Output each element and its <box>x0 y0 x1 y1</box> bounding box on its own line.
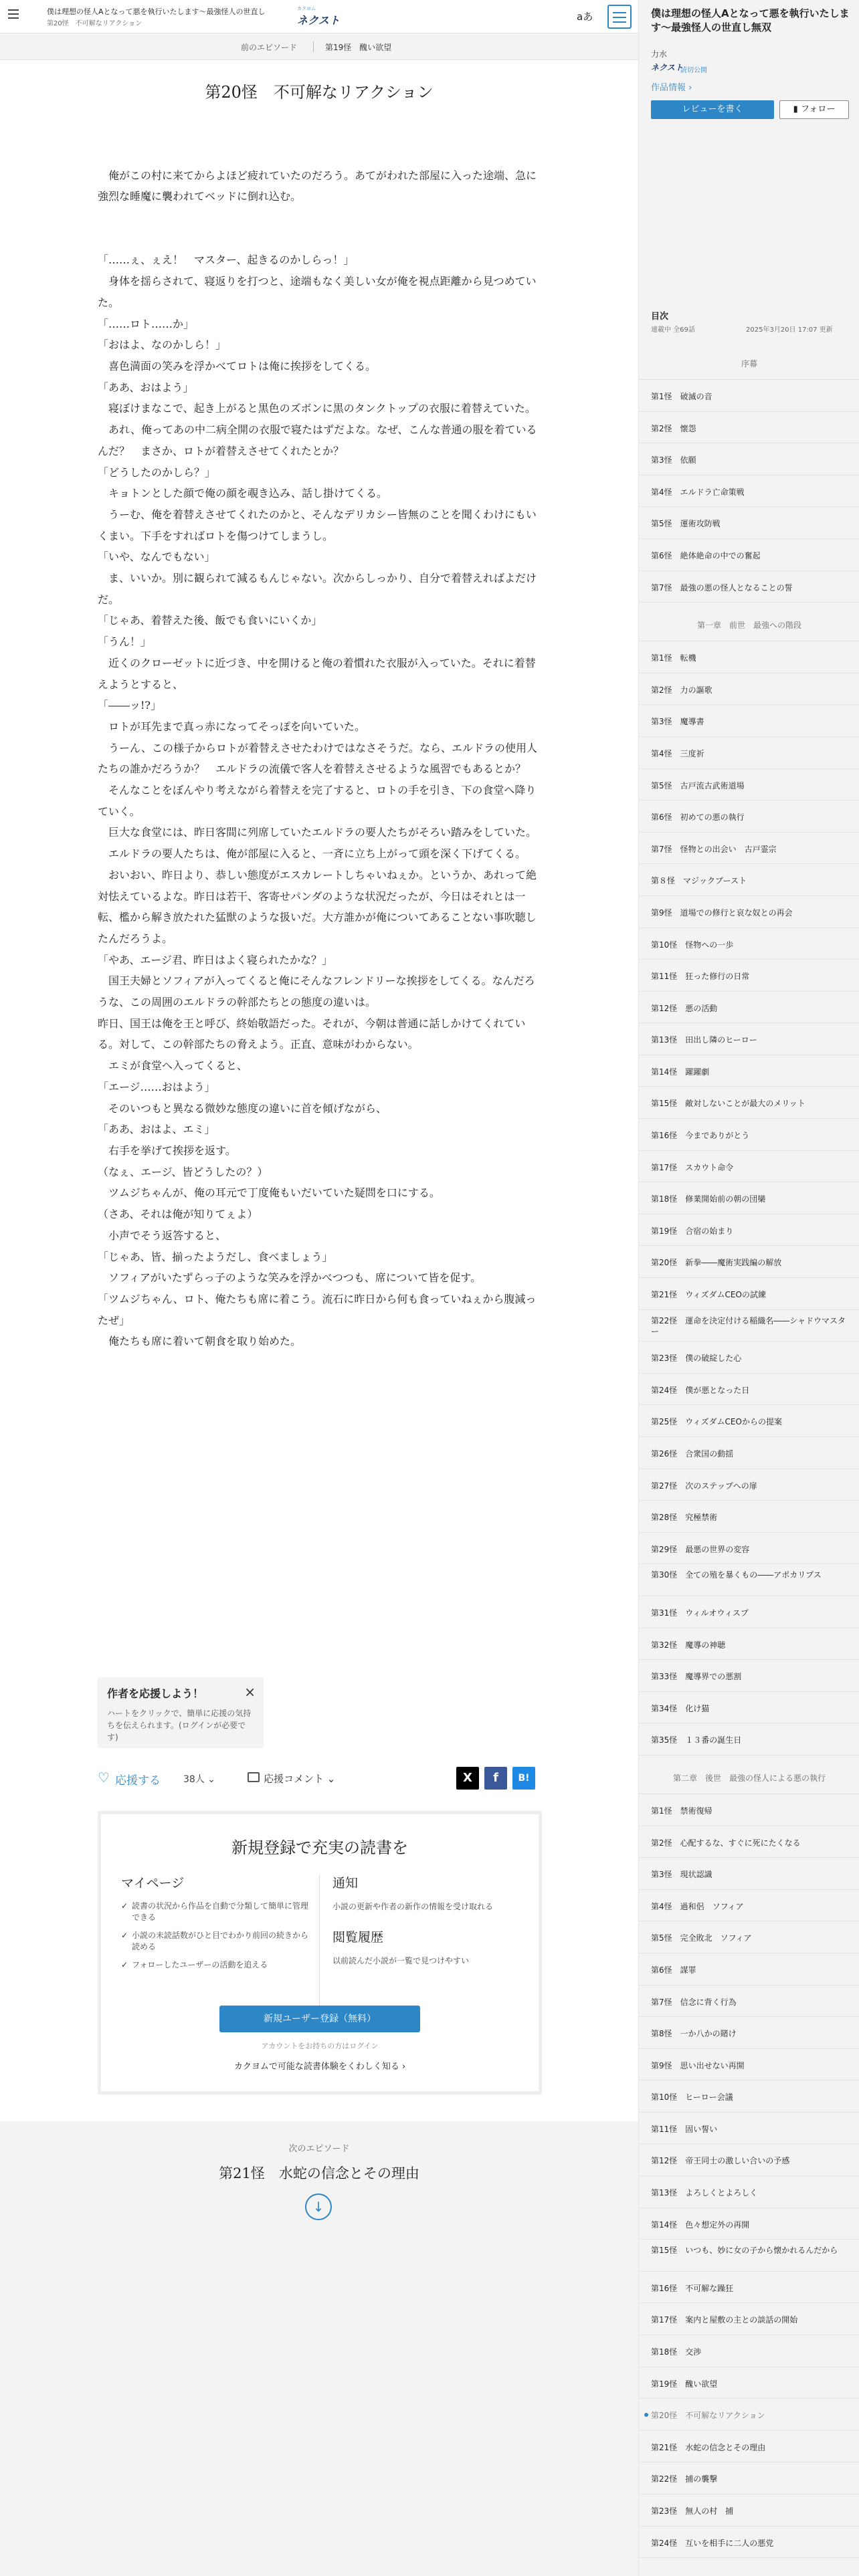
episode-count: 連載中 全69話 <box>651 326 695 334</box>
work-info-link[interactable]: 作品情報 › <box>651 83 692 93</box>
toc-episode-item[interactable]: 第16怪 不可解な躁狂 <box>639 2272 859 2304</box>
body-paragraph: ツムジちゃんが、俺の耳元で丁度俺もいだいていた疑問を口にする。 <box>98 1186 440 1200</box>
work-title-header[interactable]: 僕は理想の怪人Aとなって悪を執行いたします〜最強怪人の世直し <box>47 7 266 16</box>
register-button[interactable]: 新規ユーザー登録（無料） <box>219 2006 420 2032</box>
episode-title: 第20怪 不可解なリアクション <box>205 83 434 102</box>
body-paragraph: あれ、俺ってあの中二病全開の衣服で寝たはずだよな。なぜ、こんな普通の服を着ているんだ？ まさか、ロトが着替えさせてくれたとか？ <box>98 423 537 457</box>
body-paragraph: 「いや、なんでもない」 <box>98 550 215 564</box>
toc-episode-item[interactable]: 第33怪 魔導界での悪割 <box>639 1660 859 1692</box>
toc-episode-item[interactable]: 第25怪 ウィズダムCEOからの提案 <box>639 1405 859 1437</box>
work-info-label: 作品情報 <box>651 83 686 93</box>
notify-heading: 通知 <box>332 1876 359 1891</box>
toc-episode-item[interactable]: 第4怪 過和侶 ソフィア <box>639 1890 859 1922</box>
body-paragraph: うーむ、俺を着替えさせてくれたのかと、そんなデリカシー皆無のことを聞くわけにもいくまい。下手をすればロトを傷つけてしまうし。 <box>98 508 537 542</box>
body-paragraph: 「やあ、エージ君、昨日はよく寝られたかな？」 <box>98 953 333 966</box>
share-facebook-icon[interactable]: f <box>484 1767 507 1790</box>
sidebar-author[interactable]: 力水 <box>651 49 668 59</box>
toc-episode-item[interactable]: 第1怪 破滅の音 <box>639 380 859 412</box>
episode-body <box>98 144 542 1352</box>
toc-episode-item[interactable]: 第1怪 禁術復帰 <box>639 1794 859 1826</box>
toc-episode-item[interactable]: 第14怪 色々想定外の再開 <box>639 2208 859 2240</box>
body-paragraph: 「――ッ!?」 <box>98 699 162 712</box>
toc-episode-item[interactable]: 第6怪 初めての悪の執行 <box>639 800 859 833</box>
next-episode-area <box>0 2121 638 2576</box>
learn-more-label: カクヨムで可能な読書体験をくわしく知る <box>233 2062 399 2072</box>
prev-episode-title[interactable]: 第19怪 醜い欲望 <box>325 43 392 52</box>
toc-episode-item[interactable]: 第31怪 ウィルオウィスプ <box>639 1596 859 1628</box>
history-heading: 閲覧履歴 <box>332 1930 384 1945</box>
body-paragraph: 小声でそう返答すると、 <box>98 1228 227 1242</box>
body-paragraph <box>98 144 542 165</box>
share-hatena-icon[interactable]: B! <box>512 1767 535 1790</box>
toc-episode-item[interactable]: 第17怪 スカウト命令 <box>639 1151 859 1183</box>
body-paragraph: 昨日、国王は俺を王と呼び、終始敬語だった。それが、今朝は普通に話しかけてくれている。対して、この幹部たちの脅えよう。正直、意味がわからない。 <box>98 1016 526 1051</box>
learn-more-link[interactable]: カクヨムで可能な読書体験をくわしく知る › <box>233 2062 406 2072</box>
support-tooltip-description: ハートをクリックで、簡単に応援の気持ちを伝えられます。(ログインが必要です) <box>107 1709 252 1742</box>
share-x-icon[interactable]: X <box>456 1767 479 1790</box>
body-paragraph: 「じゃあ、着替えた後、飯でも食いにいくか」 <box>98 614 322 627</box>
body-paragraph: エミが食堂へ入ってくると、 <box>98 1059 248 1073</box>
toc-episode-item[interactable]: 第20怪 不可解なリアクション <box>639 2399 859 2431</box>
follow-button[interactable] <box>779 100 849 119</box>
support-count[interactable]: 38人 ⌄ <box>183 1774 216 1785</box>
toc-episode-item[interactable]: 第4怪 エルドラ亡命策戦 <box>639 475 859 508</box>
toc-section-heading[interactable]: 序幕 <box>639 346 859 380</box>
mypage-item: ✓ 読書の状況から作品を自動で分類して簡単に管理できる <box>121 1901 315 1923</box>
body-paragraph: 「じゃあ、皆、揃ったようだし、食べましょう」 <box>98 1250 333 1263</box>
body-paragraph: 俺がこの村に来てからよほど疲れていたのだろう。あてがわれた部屋に入った途端、急に強烈な睡魔に襲われてベッドに倒れ込む。 <box>98 169 537 203</box>
body-paragraph: 俺たちも席に着いて朝食を取り始めた。 <box>98 1335 302 1348</box>
toc-episode-item[interactable]: 第11怪 固い誓い <box>639 2113 859 2145</box>
body-paragraph: 「エージ……おはよう」 <box>98 1080 215 1093</box>
toc-episode-item[interactable]: 第1怪 転機 <box>639 641 859 673</box>
toc-episode-item[interactable]: 第34怪 化け猫 <box>639 1692 859 1724</box>
body-paragraph: （なぇ、エージ、皆どうしたの？） <box>98 1165 268 1178</box>
body-paragraph <box>98 229 542 250</box>
close-icon[interactable]: × <box>244 1684 256 1700</box>
register-title: 新規登録で充実の読書を <box>231 1838 408 1857</box>
toc-episode-item[interactable]: 第15怪 敵対しないことが最大のメリット <box>639 1087 859 1119</box>
toc-episode-item[interactable]: 第17怪 案内と屋敷の主との談話の開始 <box>639 2303 859 2335</box>
font-size-button[interactable]: aあ <box>577 11 593 23</box>
arrow-down-icon[interactable]: ↓ <box>305 2193 332 2220</box>
body-paragraph: 近くのクローゼットに近づき、中を開けると俺の着慣れた衣服が入っていた。それに着替えようとすると、 <box>98 656 536 691</box>
next-episode-label: 次のエピソード <box>288 2144 350 2154</box>
toc-episode-item[interactable]: 第7怪 信念に背く行為 <box>639 1985 859 2018</box>
mypage-item: ✓ フォローしたユーザーの活動を追える <box>121 1959 315 1971</box>
body-paragraph: ロトが耳先まで真っ赤になってそっぽを向いていた。 <box>98 720 366 733</box>
toc-episode-item[interactable]: 第27怪 次のステップへの扉 <box>639 1469 859 1501</box>
toc-episode-item[interactable]: 第30怪 全ての殖を暴くもの――アポカリプス <box>639 1564 859 1596</box>
toc-episode-item[interactable]: 第22怪 捕の襲撃 <box>639 2462 859 2494</box>
toc-episode-item[interactable]: 第4怪 三度祈 <box>639 737 859 769</box>
prev-episode-link[interactable]: 前のエピソード <box>241 43 298 52</box>
body-paragraph: 「ツムジちゃん、ロト、俺たちも席に着こう。流石に昨日から何も食っていねぇから腹減ったぜ」 <box>98 1292 537 1327</box>
body-paragraph: キョトンとした顔で俺の顔を覗き込み、話し掛けてくる。 <box>98 487 387 500</box>
toc-episode-item[interactable]: 第3怪 現状認識 <box>639 1858 859 1890</box>
body-paragraph: （さあ、それは俺が知りてぇよ） <box>98 1208 258 1221</box>
bookmark-icon: ▮ <box>793 104 798 114</box>
toc-episode-item[interactable]: 第6怪 絶体絶命の中での奮起 <box>639 539 859 571</box>
toc-episode-item[interactable]: 第10怪 怪物への一歩 <box>639 928 859 960</box>
next-episode-title[interactable]: 第21怪 水蛇の信念とその理由 <box>219 2165 419 2181</box>
toc-episode-item[interactable]: 第12怪 悪の活動 <box>639 992 859 1024</box>
toc-episode-item[interactable]: 第19怪 合宿の始まり <box>639 1214 859 1247</box>
sidebar <box>638 0 859 2576</box>
support-tooltip <box>98 1677 264 1748</box>
body-paragraph: 「うん！」 <box>98 635 152 649</box>
toc-episode-item[interactable]: 第21怪 水蛇の信念とその理由 <box>639 2431 859 2463</box>
toc-episode-item[interactable]: 第9怪 道場での修行と哀な奴との再会 <box>639 896 859 928</box>
notify-description: 小説の更新や作者の新作の情報を受け取れる <box>332 1902 494 1911</box>
toc-episode-item[interactable]: 第3怪 依願 <box>639 443 859 475</box>
support-count-value: 38人 <box>183 1774 205 1785</box>
toc-episode-item[interactable]: 第6怪 謀罪 <box>639 1953 859 1985</box>
toc-episode-item[interactable]: 第35怪 １３番の誕生日 <box>639 1723 859 1755</box>
menu-icon[interactable] <box>8 9 19 19</box>
toc-episode-item[interactable]: 第3怪 魔導書 <box>639 705 859 737</box>
toc-episode-item[interactable]: 第19怪 醜い欲望 <box>639 2367 859 2399</box>
toc-episode-item[interactable]: 第13怪 田出し隣のヒーロー <box>639 1023 859 1055</box>
body-paragraph: 「ああ、おはよ、エミ」 <box>98 1123 215 1136</box>
logo-large-text: ネクスト <box>297 14 340 27</box>
toc-episode-item[interactable]: 第18怪 修業開始前の朝の団欒 <box>639 1182 859 1214</box>
body-paragraph: 寝ぼけまなこで、起き上がると黒色のズボンに黒のタンクトップの衣服に着替えていた。 <box>98 402 536 415</box>
mypage-item: ✓ 小説の未読話数がひと目でわかり前回の続きから読める <box>121 1930 315 1953</box>
toc-section-heading[interactable]: 第一章 前世 最強への階段 <box>639 608 859 641</box>
toc-episode-item[interactable]: 第21怪 ウィズダムCEOの試練 <box>639 1278 859 1310</box>
episode-list <box>639 346 859 2558</box>
toc-episode-item[interactable]: 第23怪 無人の村 捕 <box>639 2494 859 2527</box>
support-button[interactable]: 応援する <box>115 1774 161 1788</box>
body-paragraph: エルドラの要人たちは、俺が部屋に入ると、一斉に立ち上がって頭を深く下げてくる。 <box>98 847 527 861</box>
toc-episode-item[interactable]: 第5怪 古戸流古武術道場 <box>639 769 859 801</box>
toc-episode-item[interactable]: 第11怪 狂った修行の日常 <box>639 960 859 992</box>
body-paragraph: 国王夫婦とソフィアが入ってくると俺にそんなフレンドリーな挨拶をしてくる。なんだろうな、この周囲のエルドラの幹部たちとの態度の違いは。 <box>98 974 535 1009</box>
body-paragraph: 「……ロト……か」 <box>98 317 195 330</box>
sidebar-status: 読切公開 <box>680 67 707 74</box>
toc-episode-item[interactable]: 第12怪 帝王同士の激しい合いの予感 <box>639 2144 859 2176</box>
body-paragraph: そのいつもと異なる微妙な態度の違いに首を傾げながら、 <box>98 1101 387 1115</box>
body-paragraph: 巨大な食堂には、昨日客間に列席していたエルドラの要人たちがそろい踏みをしていた。 <box>98 826 537 839</box>
support-actions <box>98 1767 542 1791</box>
toc-episode-item[interactable]: 第13怪 よろしくとよろしく <box>639 2176 859 2208</box>
write-review-button[interactable]: レビューを書く <box>651 100 774 119</box>
toc-episode-item[interactable]: 第24怪 互いを相手に二人の悪党 <box>639 2527 859 2559</box>
toc-episode-item[interactable]: 第15怪 いつも、妙に女の子から懐かれるんだから <box>639 2240 859 2272</box>
mypage-heading: マイページ <box>121 1876 185 1891</box>
body-paragraph: 右手を挙げて挨拶を返す。 <box>98 1144 236 1157</box>
toc-episode-item[interactable]: 第８怪 マジックブースト <box>639 864 859 896</box>
body-paragraph: 喜色満面の笑みを浮かべてロトは俺に挨拶をしてくる。 <box>98 359 377 372</box>
toc-episode-item[interactable]: 第7怪 怪物との出会い 古戸霊宗 <box>639 833 859 865</box>
body-paragraph: 「どうしたのかしら？」 <box>98 465 216 479</box>
toc-episode-item[interactable]: 第2怪 力の謳歌 <box>639 673 859 706</box>
logo-small-text: カクヨム <box>297 6 316 11</box>
notify-section <box>332 1873 520 1981</box>
toc-heading: 目次 <box>651 312 669 322</box>
support-tooltip-heading: 作者を応援しよう！ <box>107 1687 204 1700</box>
nav-divider <box>313 41 314 52</box>
toc-episode-item[interactable]: 第10怪 ヒーロー会議 <box>639 2080 859 2113</box>
login-link[interactable]: アカウントをお持ちの方はログイン <box>261 2042 379 2050</box>
support-comment-button[interactable]: 応援コメント ⌄ <box>264 1773 336 1785</box>
support-comment-label: 応援コメント <box>264 1773 324 1785</box>
register-panel <box>98 1811 542 2095</box>
body-paragraph: おいおい、昨日より、恭しい態度がエスカレートしちゃいねぇか。というか、あれって絶対怯えているよな。昨日は若干、客寄せパンダのような状況だったが、今日はそれとは一転、檻から解き放たれた猛獣のような扱いだ。大方誰かが俺についてあることない事吹聴したんだろうよ。 <box>98 868 537 945</box>
toc-episode-item[interactable]: 第22怪 運命を決定付ける稲織名――シャドウマスター <box>639 1310 859 1342</box>
comment-icon[interactable] <box>248 1772 260 1782</box>
toc-episode-item[interactable]: 第26怪 合衆国の動揺 <box>639 1437 859 1469</box>
updated-date: 2025年3月20日 17:07 更新 <box>746 326 833 334</box>
history-description: 以前読んだ小説が一覧で見つけやすい <box>332 1956 470 1965</box>
body-paragraph: 「おはよ、なのかしら！」 <box>98 338 227 352</box>
body-paragraph: 身体を揺らされて、寝返りを打つと、途端もなく美しい女が俺を視点距離から見つめていた。 <box>98 275 537 309</box>
top-bar <box>0 0 638 33</box>
episode-title-header: 第20怪 不可解なリアクション <box>47 20 142 27</box>
divider <box>319 1874 320 2008</box>
toc-episode-item[interactable]: 第24怪 僕が悪となった日 <box>639 1374 859 1406</box>
body-paragraph: 「ああ、おはよう」 <box>98 381 194 394</box>
site-logo[interactable] <box>297 5 351 28</box>
episode-navigation <box>0 33 638 60</box>
body-paragraph: ま、いいか。別に観られて減るもんじゃない。次からしっかり、自分で着替えればよだけだ。 <box>98 572 537 606</box>
mypage-section <box>121 1873 315 1977</box>
toc-episode-item[interactable]: 第8怪 一か八かの賭け <box>639 2017 859 2049</box>
toc-section-heading[interactable]: 第二章 後世 最強の怪人による悪の執行 <box>639 1761 859 1794</box>
table-of-contents-icon[interactable] <box>607 5 632 29</box>
toc-episode-item[interactable]: 第14怪 躍躍劇 <box>639 1055 859 1087</box>
follow-label: フォロー <box>800 104 836 114</box>
sidebar-work-title[interactable]: 僕は理想の怪人Aとなって悪を執行いたします〜最強怪人の世直し無双 <box>651 7 850 33</box>
sidebar-logo: ネクスト <box>651 63 683 72</box>
toc-episode-item[interactable]: 第5怪 完全敗北 ソフィア <box>639 1921 859 1953</box>
toc-episode-item[interactable]: 第29怪 最悪の世界の変容 <box>639 1533 859 1565</box>
body-paragraph <box>98 207 542 229</box>
toc-episode-item[interactable]: 第28怪 究極禁術 <box>639 1501 859 1533</box>
body-paragraph: そんなことをぼんやり考えながら着替えを完了すると、ロトの手を引き、下の食堂へ降りていく。 <box>98 784 537 818</box>
body-paragraph: 「……ぇ、ぇえ！ マスター、起きるのかしらっ！」 <box>98 253 355 267</box>
toc-episode-item[interactable]: 第9怪 思い出せない再開 <box>639 2049 859 2081</box>
toc-episode-item[interactable]: 第2怪 懐怨 <box>639 412 859 444</box>
toc-episode-item[interactable]: 第23怪 僕の破綻した心 <box>639 1341 859 1374</box>
toc-episode-item[interactable]: 第7怪 最強の悪の怪人となることの誓 <box>639 571 859 603</box>
body-paragraph: うーん、この様子からロトが着替えさせたわけではなさそうだ。なら、エルドラの使用人たちの誰かだろうか？ エルドラの流儀で客人を着替えさせるような風習でもあるとか？ <box>98 741 537 776</box>
body-paragraph: ソフィアがいたずらっ子のような笑みを浮かべつつも、席について皆を促す。 <box>98 1271 482 1285</box>
toc-episode-item[interactable]: 第20怪 新拳――魔術実践編の解放 <box>639 1246 859 1278</box>
toc-episode-item[interactable]: 第18怪 交渉 <box>639 2335 859 2367</box>
toc-episode-item[interactable]: 第16怪 今までありがとう <box>639 1119 859 1151</box>
toc-episode-item[interactable]: 第32怪 魔導の神聴 <box>639 1628 859 1660</box>
toc-episode-item[interactable]: 第5怪 運術攻防戦 <box>639 507 859 539</box>
toc-episode-item[interactable]: 第2怪 心配するな、すぐに死にたくなる <box>639 1826 859 1858</box>
heart-icon[interactable]: ♡ <box>98 1769 110 1786</box>
